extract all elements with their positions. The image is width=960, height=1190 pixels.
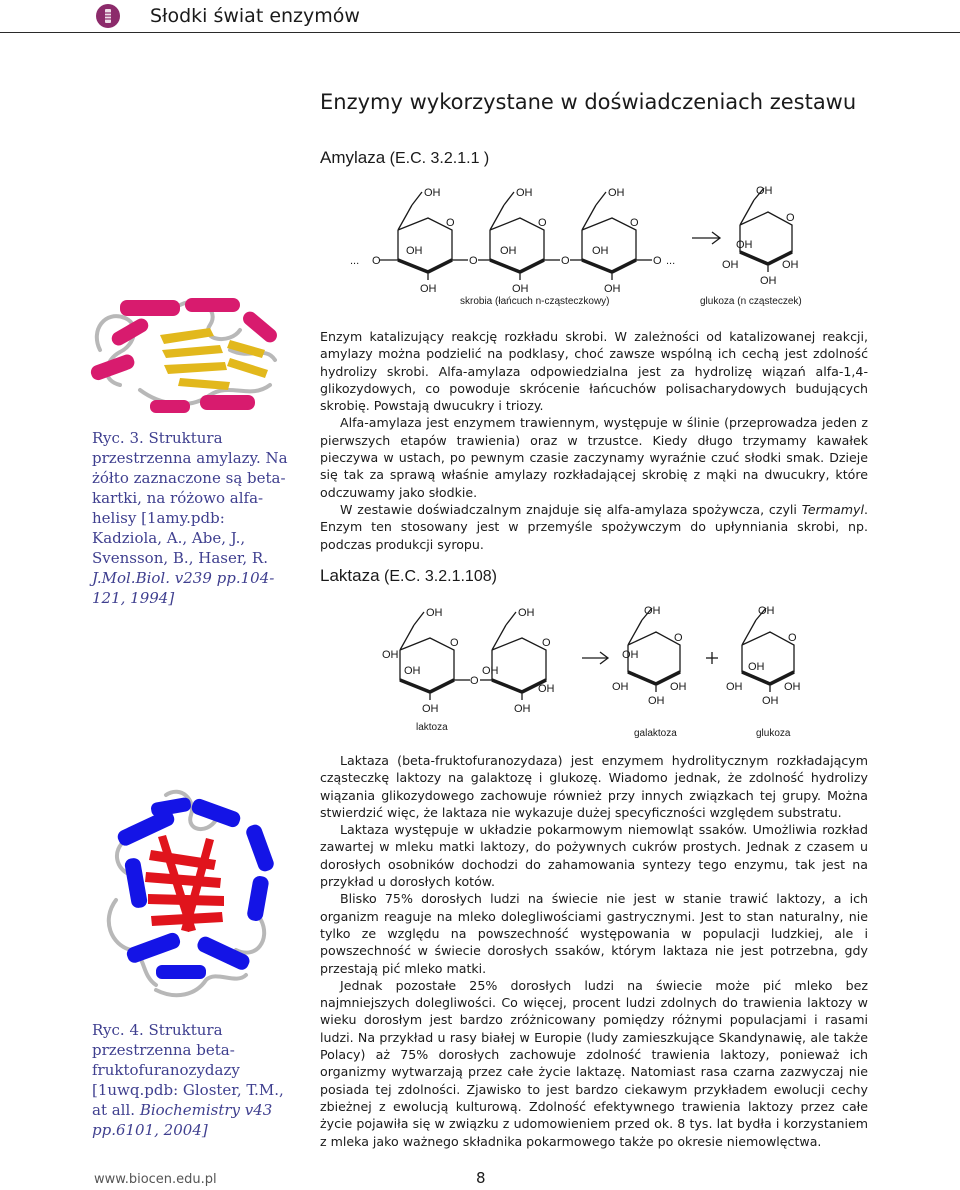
lactase-paragraph: Jednak pozostałe 25% dorosłych ludzi na świecie może pić mleko bez najmniejszych dolegliwości. Co więcej, procent ludzi zdolnych do trawienia laktozy w wieku dorosłym jest bardzo zróżnicowany pomiędzy różnymi populacjami i rasami ludzi. Na przykład u rasy białej w Europie (ludy zamieszkujące Skandynawię, ale także Polacy) aż 75% dorosłych zachowuje zdolność trawienia laktozy, ponieważ ich organizmy wytwarzają przez całe życie laktazę. Natomiast rasa czarna zazwyczaj nie posiada tej zdolności. Zjawisko to jest bardzo ciekawym przykładem ewolucji cechy zbieżnej z ewolucją kulturową. Zdolność efektywnego trawienia laktozy przez całe życie pojawiła się w związku z udomowieniem przed ok. 8 tys. lat bydła i korzystaniem z mleka jako ważnego składnika pokarmowego także po okresie niemowlęctwa. (320, 977, 868, 1149)
amylase-paragraph (320, 501, 868, 553)
paragraph-text: W zestawie doświadczalnym znajduje się alfa-amylaza spożywcza, czyli (340, 501, 802, 517)
atom-label: OH (382, 649, 399, 661)
atom-label: OH (756, 185, 773, 197)
starch-chain-label: skrobia (łańcuch n-cząsteczkowy) (460, 296, 610, 307)
atom-label: OH (426, 607, 443, 619)
page-number: 8 (476, 1169, 486, 1187)
paragraph-text: . Enzym ten stosowany jest w przemyśle spożywczym do upłynniania skrobi, np. podczas produkcji syropu. (320, 501, 868, 552)
atom-label: O (446, 217, 455, 229)
atom-label: O (469, 255, 478, 267)
lactase-description (320, 752, 868, 1150)
atom-label: OH (612, 681, 629, 693)
caption-reference: [1uwq.pdb: Gloster, T.M., at all. (92, 1081, 284, 1119)
atom-label: OH (500, 245, 517, 257)
lactase-structure-image (96, 780, 286, 1005)
atom-label: O (630, 217, 639, 229)
product-name-termamyl: Termamyl (801, 501, 864, 517)
lactase-figure-caption (92, 1020, 292, 1140)
atom-label: OH (782, 259, 799, 271)
caption-lead: Ryc. 4. Struktura przestrzenna beta-fruktofuranozydazy (92, 1021, 240, 1079)
caption-lead: Ryc. 3. Struktura przestrzenna amylazy. Na żółto zaznaczone są beta-kartki, na różowo alfa-helisy (92, 429, 288, 527)
header-title: Słodki świat enzymów (150, 5, 360, 27)
atom-label: OH (762, 695, 779, 707)
atom-label: OH (514, 703, 531, 715)
amylase-ec-number: (E.C. 3.2.1.1 ) (389, 150, 490, 167)
page-title: Enzymy wykorzystane w doświadczeniach zestawu (320, 90, 857, 114)
lactase-paragraph: Laktaza występuje w układzie pokarmowym niemowląt ssaków. Umożliwia rozkład zawartej w mleku matki laktozy, do pożywnych cukrów prostych. Jednak z czasem u dorosłych osobników dochodzi do zahamowania syntezy tego enzymu, tak jest na przykład u dorosłych kotów. (320, 822, 868, 890)
atom-label: OH (538, 683, 555, 695)
lactase-paragraph: Laktaza (beta-fruktofuranozydaza) jest enzymem hydrolitycznym rozkładającym cząsteczkę laktozy na galaktozę i glukozę. Wiadomo jednak, że zdolność hydrolizy wiązania glikozydowego zachowuje również przy innych związkach tej grupy. Można stwierdzić więc, że laktaza nie wykazuje dużej specyficzności względem substratu. (320, 753, 868, 820)
atom-label: OH (784, 681, 801, 693)
atom-label: OH (406, 245, 423, 257)
biocen-logo (96, 4, 120, 28)
lactase-reaction-scheme (370, 600, 810, 745)
atom-label: OH (648, 695, 665, 707)
lactose-label: laktoza (416, 722, 448, 733)
amylase-paragraph: Enzym katalizujący reakcję rozkładu skrobi. W zależności od katalizowanej reakcji, amylazy można podzielić na podklasy, choć zawsze wspólną ich cechą jest zdolność hydrolizy skrobi. Alfa-amylaza odpowiedzialna jest za hydrolizę wiązań alfa-1,4-glikozydowych, co powoduje skrócenie łańcuchów polisacharydowych budujących skrobię. Powstają dwucukry i triozy. (320, 329, 868, 414)
atom-label: OH (644, 605, 661, 617)
chain-dots-left: ... (350, 255, 360, 267)
atom-label: OH (748, 661, 765, 673)
atom-label: O (470, 675, 479, 687)
atom-label: OH (722, 259, 739, 271)
atom-label: O (542, 637, 551, 649)
galactose-label: galaktoza (634, 728, 677, 739)
amylase-structure-image (80, 290, 290, 420)
caption-reference: [1amy.pdb: Kadziola, A., Abe, J., Svensson, B., Haser, R. (92, 509, 268, 567)
lactase-paragraph: Blisko 75% dorosłych ludzi na świecie nie jest w stanie trawić laktozy, a ich organizm reaguje na mleko dolegliwościami gastrycznymi. Jest to stan naturalny, nie tylko ze względu na powszechność występowania w populacji ludzkiej, ale i powszechność w świecie dorosłych ssaków, którym laktaza nie jest potrzebna, gdy przestają pić mleko matki. (320, 891, 868, 976)
chain-dots-right: ... (666, 255, 676, 267)
footer-url[interactable]: www.biocen.edu.pl (94, 1172, 217, 1187)
glucose-product-label: glukoza (n cząsteczek) (700, 296, 802, 307)
atom-label: OH (518, 607, 535, 619)
atom-label: OH (516, 187, 533, 199)
atom-label: O (450, 637, 459, 649)
atom-label: O (538, 217, 547, 229)
atom-label: OH (424, 187, 441, 199)
atom-label: OH (420, 283, 437, 295)
atom-label: OH (482, 665, 499, 677)
atom-label: OH (512, 283, 529, 295)
lactase-name: Laktaza (320, 566, 380, 585)
atom-label: OH (760, 275, 777, 287)
lactase-section-title (320, 566, 497, 586)
lactase-ec-number: (E.C. 3.2.1.108) (384, 568, 497, 585)
amylase-figure-caption (92, 428, 292, 608)
atom-label: O (561, 255, 570, 267)
atom-label: OH (604, 283, 621, 295)
atom-label: OH (670, 681, 687, 693)
atom-label: OH (422, 703, 439, 715)
caption-reference-journal: Biochemistry v43 pp.6101, 2004] (92, 1101, 273, 1139)
atom-label: O (372, 255, 381, 267)
amylase-reaction-scheme (340, 180, 820, 310)
atom-label: OH (622, 649, 639, 661)
glucose-label: glukoza (756, 728, 791, 739)
amylase-section-title (320, 148, 489, 168)
atom-label: OH (736, 239, 753, 251)
atom-label: O (786, 212, 795, 224)
amylase-description (320, 328, 868, 553)
atom-label: OH (608, 187, 625, 199)
caption-reference-journal: J.Mol.Biol. v239 pp.104-121, 1994] (92, 569, 275, 607)
atom-label: OH (404, 665, 421, 677)
atom-label: O (674, 632, 683, 644)
atom-label: O (788, 632, 797, 644)
amylase-paragraph: Alfa-amylaza jest enzymem trawiennym, występuje w ślinie (przeprowadza jeden z pierwszych etapów trawienia) oraz w trzustce. Kiedy długo trzymamy kawałek pieczywa w ustach, po pewnym czasie zaczynamy wyraźnie czuć słodki smak. Dzieje się tak za sprawą właśnie amylazy rozkładającej skrobię z mąki na dwucukry, które odczuwamy jako słodkie. (320, 415, 868, 500)
atom-label: O (653, 255, 662, 267)
header-bar (0, 0, 960, 33)
atom-label: OH (592, 245, 609, 257)
atom-label: OH (758, 605, 775, 617)
atom-label: OH (726, 681, 743, 693)
amylase-name: Amylaza (320, 148, 386, 167)
